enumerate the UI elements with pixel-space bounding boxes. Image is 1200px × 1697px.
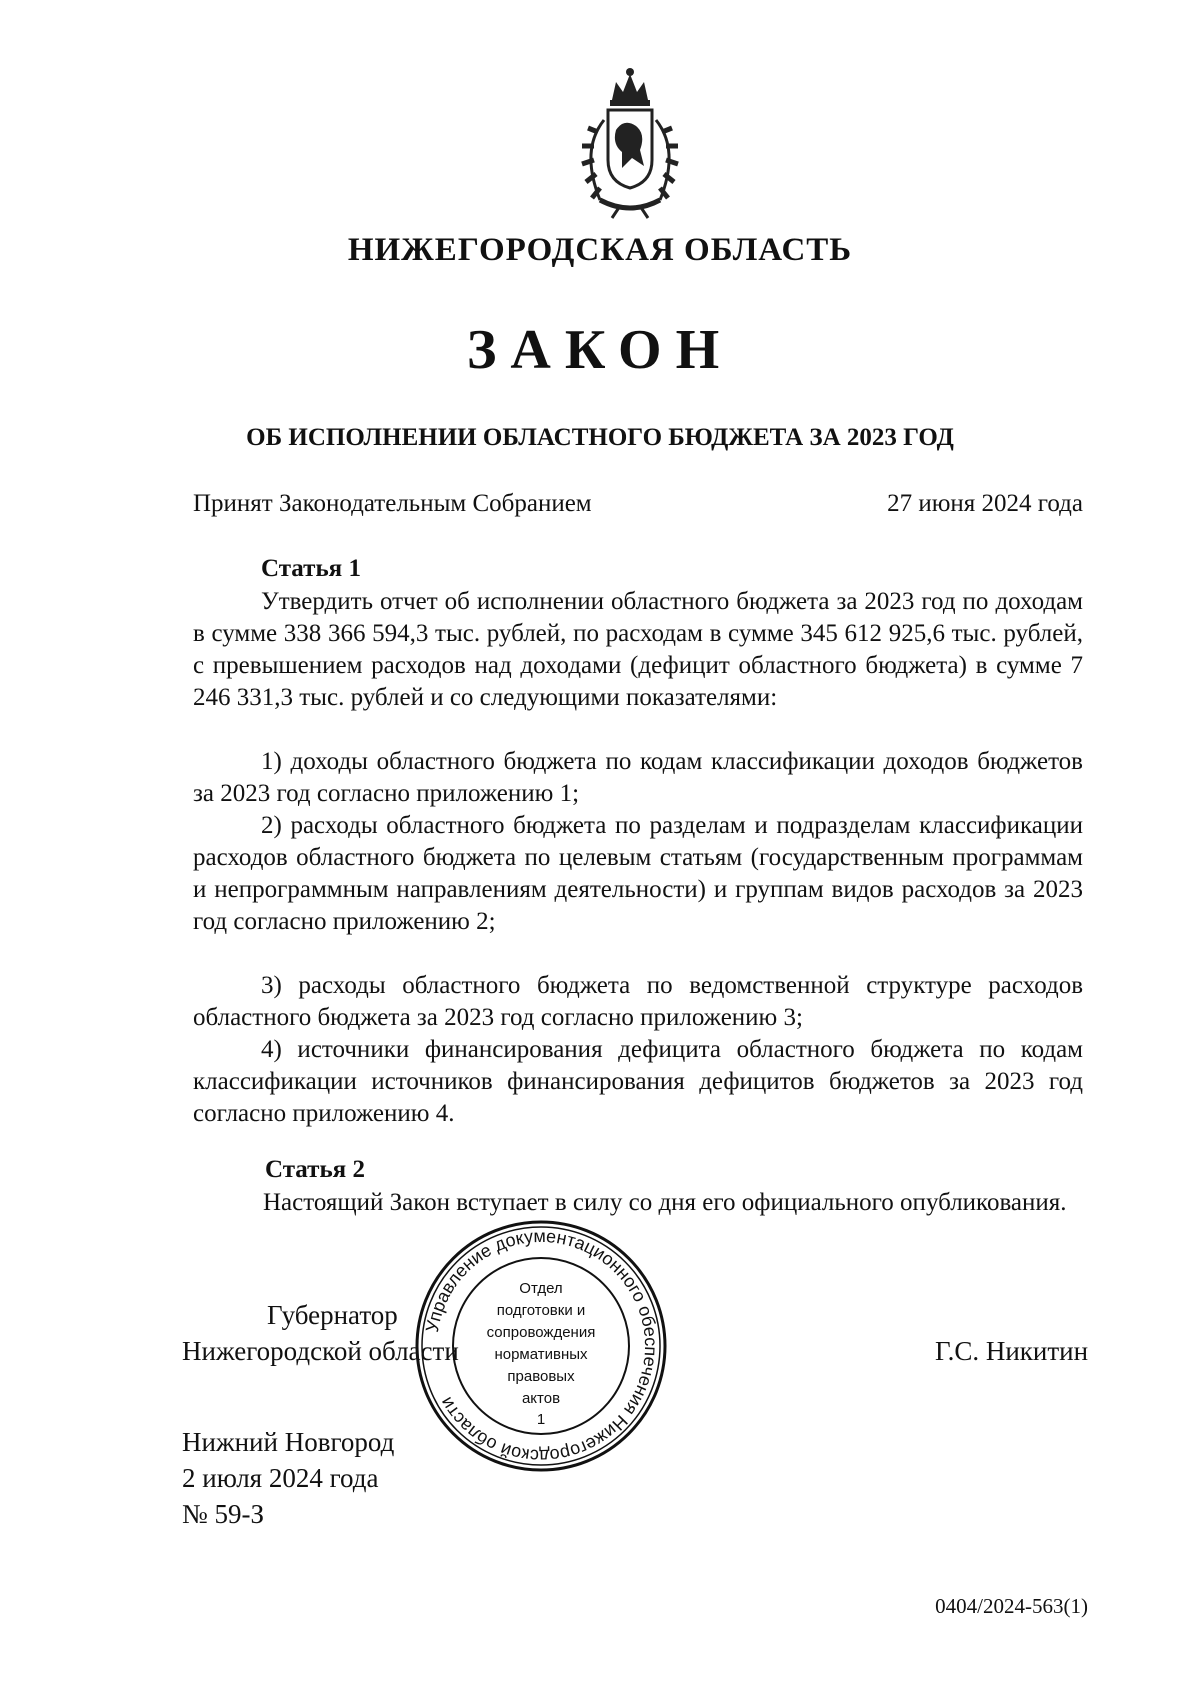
stamp-line-2: подготовки и — [496, 1302, 586, 1319]
document-subject: ОБ ИСПОЛНЕНИИ ОБЛАСТНОГО БЮДЖЕТА ЗА 2023 ГОД — [246, 424, 954, 451]
stamp — [413, 1218, 669, 1474]
article-1-intro: Утвердить отчет об исполнении областного бюджета за 2023 год по доходам в сумме 338 366 594,3 тыс. рублей, по расходам в сумме 345 612 925,6 тыс. рублей, с превышением расходов над доходами (дефицит областного бюджета) в сумме 7 246 331,3 тыс. рублей и со следующими показателями: — [193, 588, 1083, 711]
adopted-date: 27 июня 2024 года — [887, 490, 1083, 517]
stamp-line-7: 1 — [536, 1411, 546, 1428]
law-number: № 59-З — [182, 1499, 265, 1529]
stamp-line-1: Отдел — [519, 1280, 563, 1297]
stamp-line-4: нормативных — [494, 1346, 588, 1363]
signing-date: 2 июля 2024 года — [182, 1463, 379, 1493]
place: Нижний Новгород — [182, 1427, 395, 1457]
stamp-line-5: правовых — [507, 1368, 575, 1385]
article-2-heading: Статья 2 — [265, 1156, 365, 1183]
stamp-line-6: актов — [521, 1390, 561, 1407]
article-2-text: Настоящий Закон вступает в силу со дня его официального опубликования. — [263, 1189, 1067, 1216]
article-1-heading: Статья 1 — [261, 555, 361, 582]
stamp-ring-text: Управление документационного обеспечения Нижегородской области — [421, 1225, 662, 1467]
article-1-item-2: 2) расходы областного бюджета по разделам и подразделам классификации расходов областного бюджета по целевым статьям (государственным программам и непрограммным направлениям деятельности) и группам видов расходов за 2023 год согласно приложению 2; — [193, 812, 1083, 935]
article-1-item-4: 4) источники финансирования дефицита областного бюджета по кодам классификации источников финансирования дефицитов бюджетов за 2023 год согласно приложению 4. — [193, 1036, 1083, 1127]
adopted-by: Принят Законодательным Собранием — [193, 490, 592, 517]
governor-title-line2: Нижегородской области — [182, 1336, 459, 1366]
region-title: НИЖЕГОРОДСКАЯ ОБЛАСТЬ — [347, 232, 853, 268]
coat-of-arms-icon — [560, 60, 700, 220]
governor-title-line1: Губернатор — [267, 1300, 398, 1330]
governor-name: Г.С. Никитин — [935, 1336, 1089, 1366]
stamp-line-3: сопровождения — [486, 1324, 596, 1341]
document-registration-number: 0404/2024-563(1) — [935, 1594, 1088, 1618]
article-1-item-3: 3) расходы областного бюджета по ведомственной структуре расходов областного бюджета за 2023 год согласно приложению 3; — [193, 972, 1083, 1031]
document-type: ЗАКОН — [466, 319, 734, 381]
article-1-item-1: 1) доходы областного бюджета по кодам классификации доходов бюджетов за 2023 год согласно приложению 1; — [193, 748, 1083, 807]
